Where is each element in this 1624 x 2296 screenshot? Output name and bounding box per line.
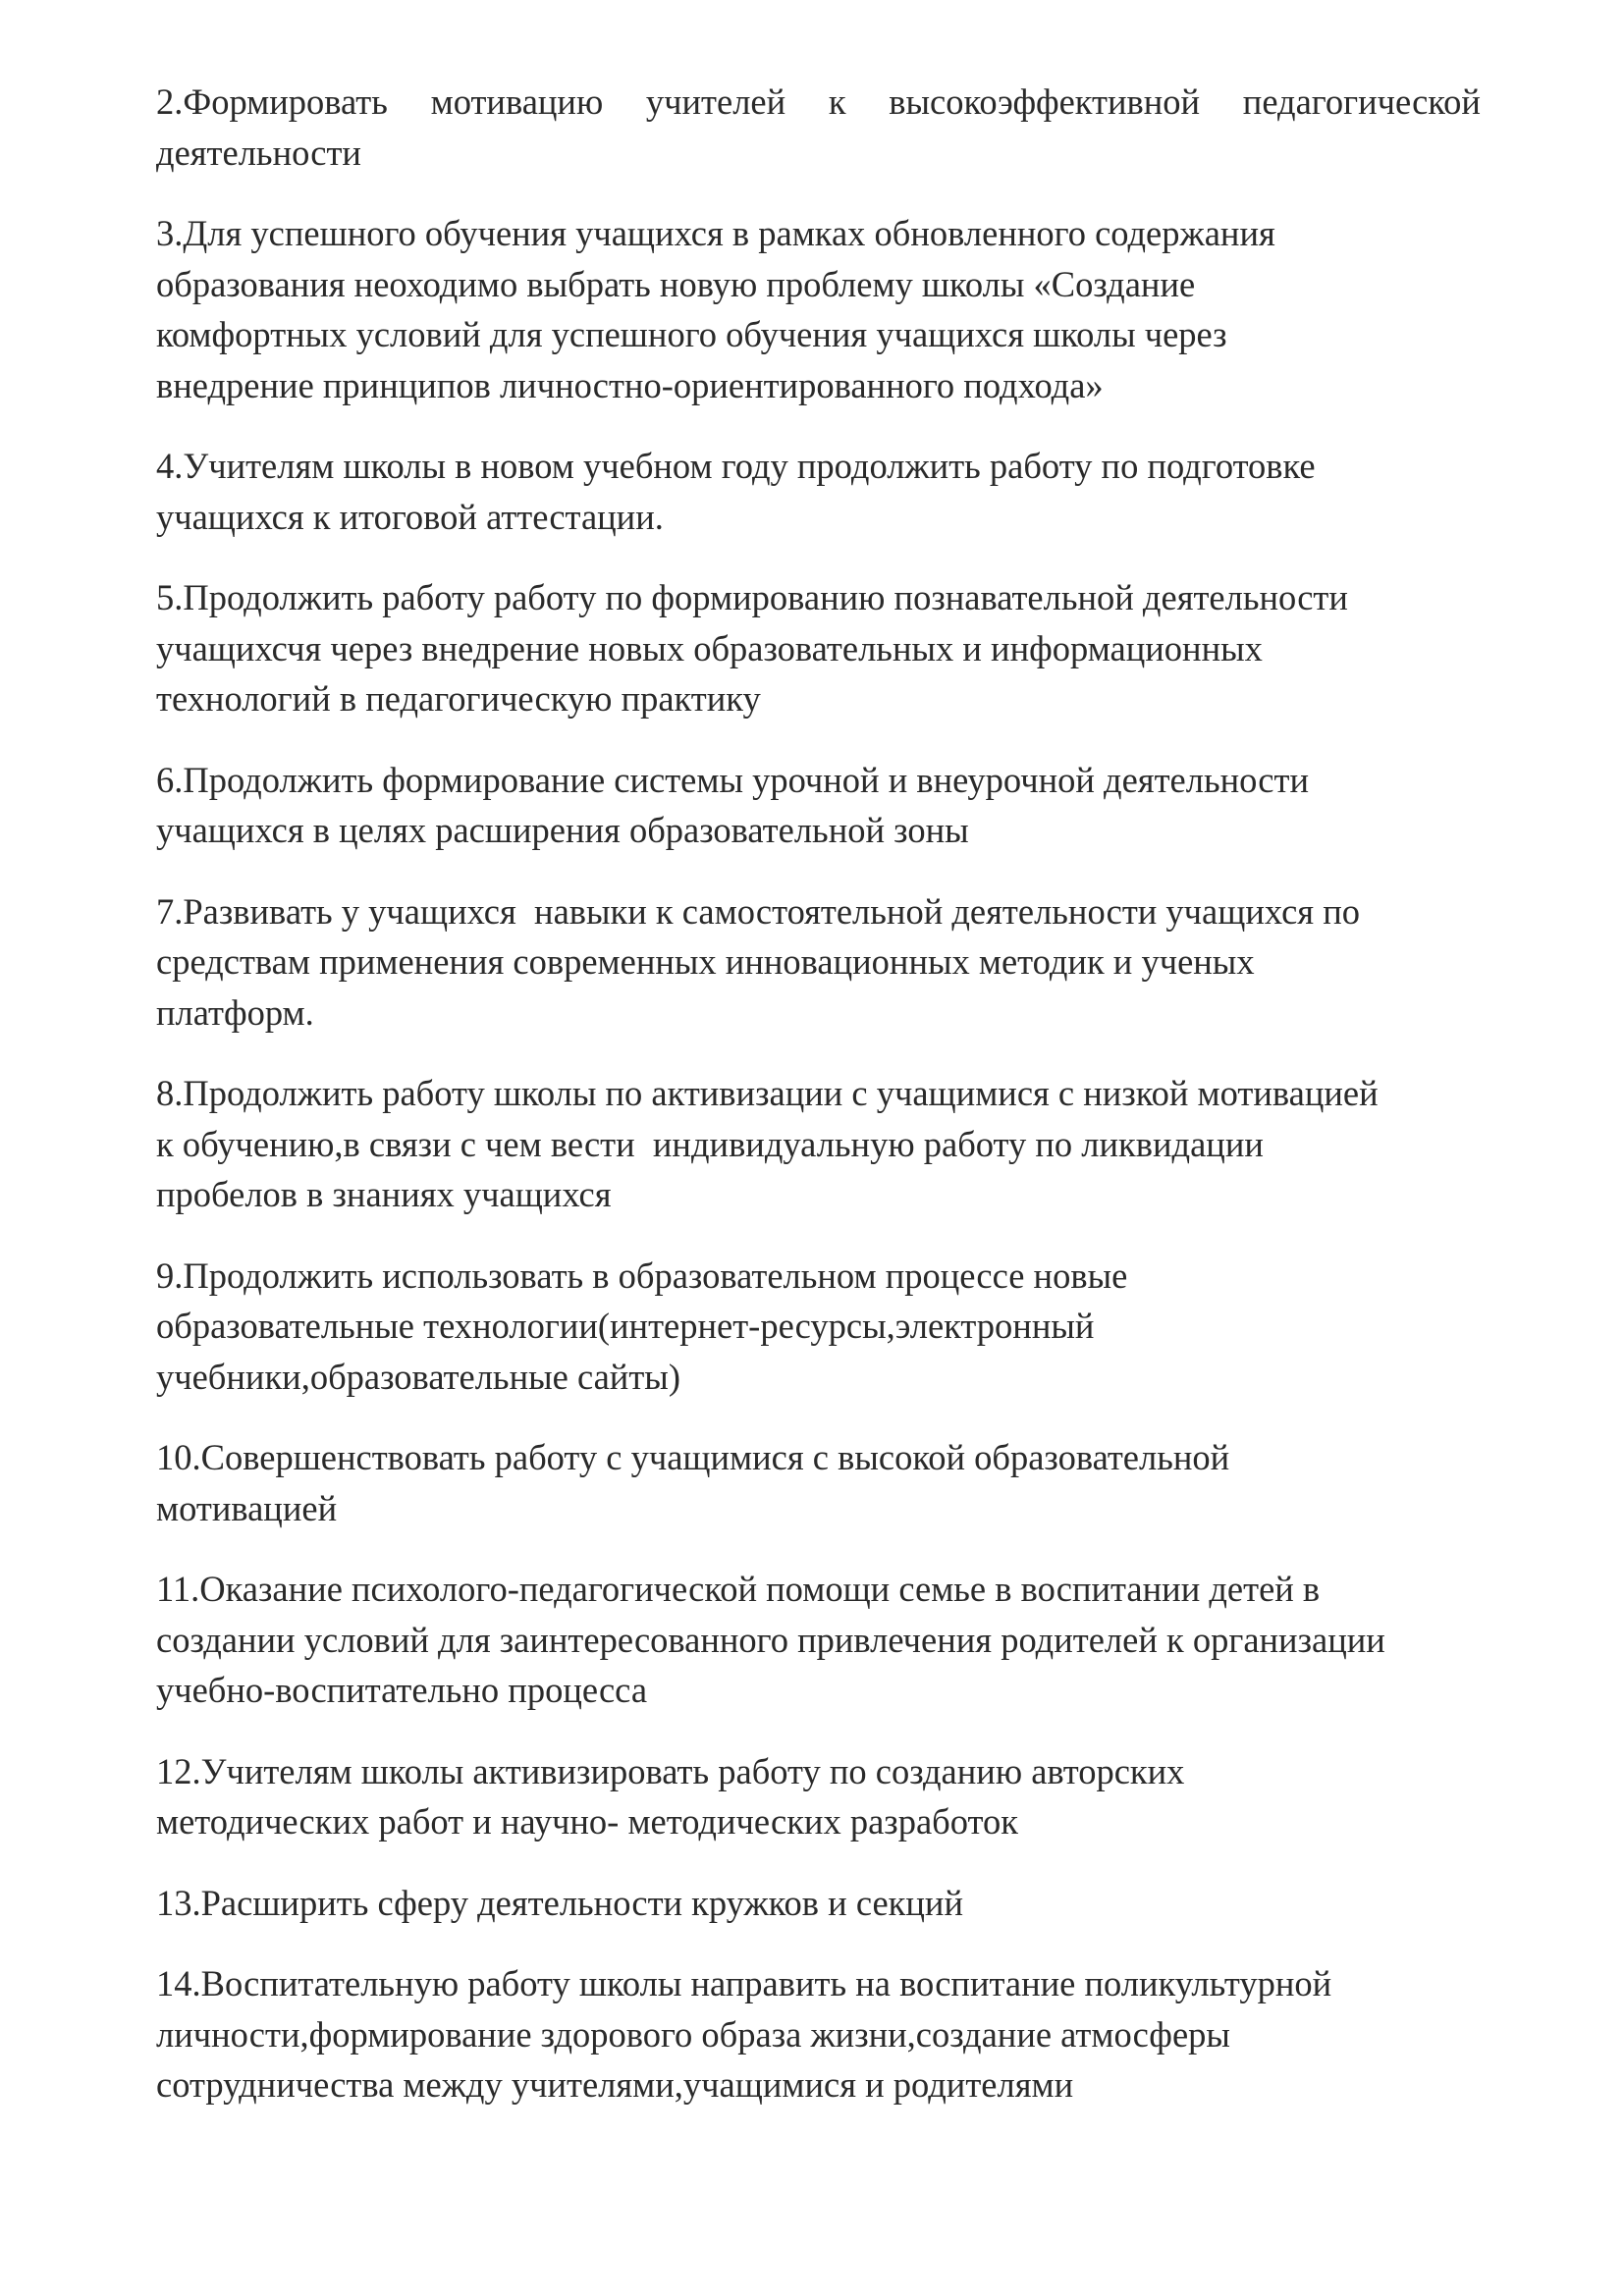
text-line: 14.Воспитательную работу школы направить на воспитание поликультурной [156,1963,1332,2003]
word: педагогической [1242,81,1481,122]
text-line: мотивацией [156,1487,338,1528]
list-item [156,1564,1481,1716]
text-line: 11.Оказание психолого-педагогической помощи семье в воспитании детей в [156,1569,1321,1609]
word: к [828,81,846,122]
text-line: личности,формирование здорового образа жизни,создание атмосферы [156,2013,1230,2055]
text-line: технологий в педагогическую практику [156,678,761,719]
text-line: учащихсчя через внедрение новых образовательных и информационных [156,627,1263,668]
list-item [156,208,1481,410]
list-item [156,572,1481,724]
list-item [156,1958,1481,2110]
text-line: средствам применения современных инновационных методик и ученых [156,941,1255,982]
text-line: 4.Учителям школы в новом учебном году продолжить работу по подготовке [156,446,1316,486]
text-line: сотрудничества между учителями,учащимися и родителями [156,2064,1074,2105]
document-page [156,77,1481,2141]
list-item [156,77,1481,178]
text-line: 12.Учителям школы активизировать работу по созданию авторских [156,1750,1185,1791]
text-line: образования неоходимо выбрать новую проблему школы «Создание [156,263,1196,304]
list-item [156,755,1481,856]
text-line: учащихся в целях расширения образовательной зоны [156,810,969,850]
text-line: создании условий для заинтересованного привлечения родителей к организации [156,1619,1385,1660]
word: 2.Формировать [156,81,388,122]
text-line: методических работ и научно- методических разработок [156,1801,1018,1842]
text-line: пробелов в знаниях учащихся [156,1174,612,1214]
text-line: учащихся к итоговой аттестации. [156,496,664,537]
word: мотивацию [430,81,604,122]
text-line: 3.Для успешного обучения учащихся в рамках обновленного содержания [156,213,1275,253]
text-line: 10.Совершенствовать работу с учащимися с высокой образовательной [156,1437,1230,1477]
list-item [156,1878,1481,1929]
text-line: деятельности [156,132,361,173]
text-line: 7.Развивать у учащихся навыки к самостоятельной деятельности учащихся по [156,890,1360,932]
list-item [156,1432,1481,1533]
list-item [156,441,1481,542]
word: высокоэффективной [889,81,1201,122]
text-line: 6.Продолжить формирование системы урочной и внеурочной деятельности [156,759,1309,800]
list-item [156,1251,1481,1403]
text-line [156,77,1481,128]
text-line: учебно-воспитательно процесса [156,1670,648,1710]
text-line: 5.Продолжить работу работу по формированию познавательной деятельности [156,577,1348,617]
text-line: комфортных условий для успешного обучения учащихся школы через [156,314,1227,354]
text-line: учебники,образовательные сайты) [156,1356,680,1397]
list-item [156,1068,1481,1220]
text-line: платформ. [156,991,314,1033]
list-item [156,886,1481,1039]
text-line: к обучению,в связи с чем вести индивидуальную работу по ликвидации [156,1123,1264,1164]
text-line: 8.Продолжить работу школы по активизации с учащимися с низкой мотивацией [156,1073,1379,1113]
text-line: образовательные технологии(интернет-ресурсы,электронный [156,1306,1095,1346]
text-line: 9.Продолжить использовать в образовательном процессе новые [156,1255,1128,1296]
text-line: 13.Расширить сферу деятельности кружков и секций [156,1882,963,1923]
text-line: внедрение принципов личностно-ориентированного подхода» [156,364,1104,405]
word: учителей [645,81,786,122]
list-item [156,1746,1481,1847]
